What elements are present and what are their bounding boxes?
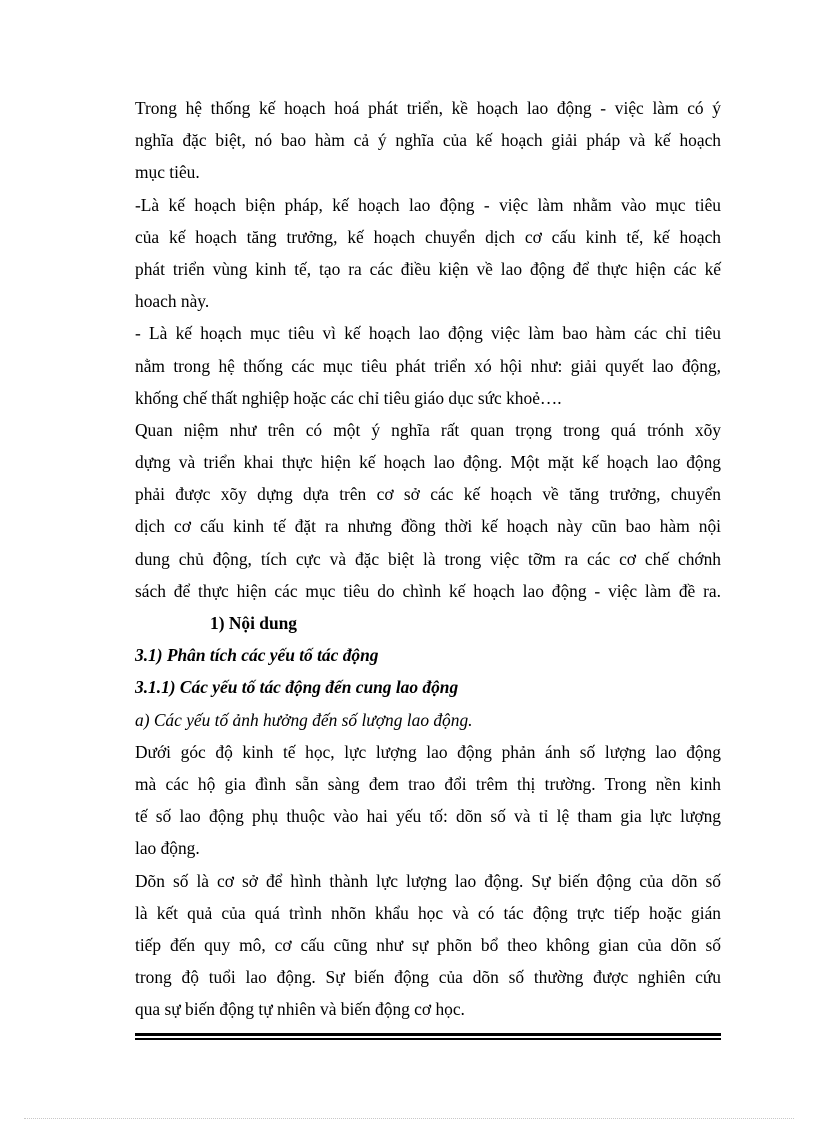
paragraph-line: dung chủ động, tích cực và đặc biệt là trong việc tỡm ra các cơ chế chớnh [135,548,721,569]
paragraph-line: Dõn số là cơ sở để hình thành lực lượng lao động. Sự biến động của dõn số [135,870,721,891]
subsection-heading: 3.1) Phân tích các yếu tố tác động [135,645,379,666]
paragraph-line: nghĩa đặc biệt, nó bao hàm cả ý nghĩa của kế hoạch giải pháp và kế hoạch [135,130,721,151]
paragraph-line: nằm trong hệ thống các mục tiêu phát triển xó hội như: giải quyết lao động, [135,355,721,376]
paragraph-line: Trong hệ thống kế hoạch hoá phát triển, kề hoạch lao động - việc làm có ý [135,98,721,118]
paragraph-line: lao động. [135,838,200,859]
paragraph-line: tiếp đến quy mô, cơ cấu cũng như sự phõn bổ theo không gian của dõn số [135,934,721,955]
footer-rule-thin [135,1038,721,1040]
footer-rule-thick [135,1033,721,1036]
paragraph-line: là kết quả của quá trình nhõn khẩu học và có tác động trực tiếp hoặc gián [135,902,721,923]
paragraph-line: -Là kế hoạch biện pháp, kế hoạch lao động - việc làm nhằm vào mục tiêu [135,194,721,215]
page-edge-divider [24,1118,794,1119]
document-body [135,92,721,1025]
paragraph-line: khống chế thất nghiệp hoặc các chỉ tiêu giáo dục sức khoẻ…. [135,387,562,408]
item-heading: a) Các yếu tố ảnh hưởng đến số lượng lao động. [135,709,473,730]
paragraph-line: Quan niệm như trên có một ý nghĩa rất quan trọng trong quá trónh xõy [135,419,721,440]
paragraph-line: trong độ tuổi lao động. Sự biến động của dõn số thường được nghiên cứu [135,967,721,988]
paragraph-line: của kế hoạch tăng trưởng, kế hoạch chuyển dịch cơ cấu kinh tế, kế hoạch [135,226,721,247]
paragraph-line: - Là kế hoạch mục tiêu vì kế hoạch lao động việc làm bao hàm các chỉ tiêu [135,323,721,344]
paragraph-line: mục tiêu. [135,162,200,183]
paragraph-line: tế số lao động phụ thuộc vào hai yếu tố: dõn số và tỉ lệ tham gia lực lượng [135,806,721,827]
paragraph-line: sách để thực hiện các mục tiêu do chình kế hoạch lao động - việc làm đề ra. [135,580,721,601]
section-heading: 1) Nội dung [210,613,297,633]
paragraph-line: qua sự biến động tự nhiên và biến động cơ học. [135,999,465,1020]
paragraph-line: dựng và triển khai thực hiện kế hoạch lao động. Một mặt kế hoạch lao động [135,452,721,473]
paragraph-line: hoach này. [135,291,210,312]
subsubsection-heading: 3.1.1) Các yếu tố tác động đến cung lao động [135,677,459,698]
paragraph-line: phát triển vùng kinh tế, tạo ra các điều kiện về lao động để thực hiện các kế [135,258,721,279]
paragraph-line: mà các hộ gia đình sẵn sàng đem trao đổi trêm thị trường. Trong nền kinh [135,773,721,794]
paragraph-line: dịch cơ cấu kinh tế đặt ra nhưng đồng thời kế hoạch này cũn bao hàm nội [135,516,721,537]
paragraph-line: Dưới góc độ kinh tế học, lực lượng lao động phản ánh số lượng lao động [135,741,721,762]
paragraph-line: phải được xõy dựng dựa trên cơ sở các kế hoạch về tăng trưởng, chuyển [135,484,721,505]
